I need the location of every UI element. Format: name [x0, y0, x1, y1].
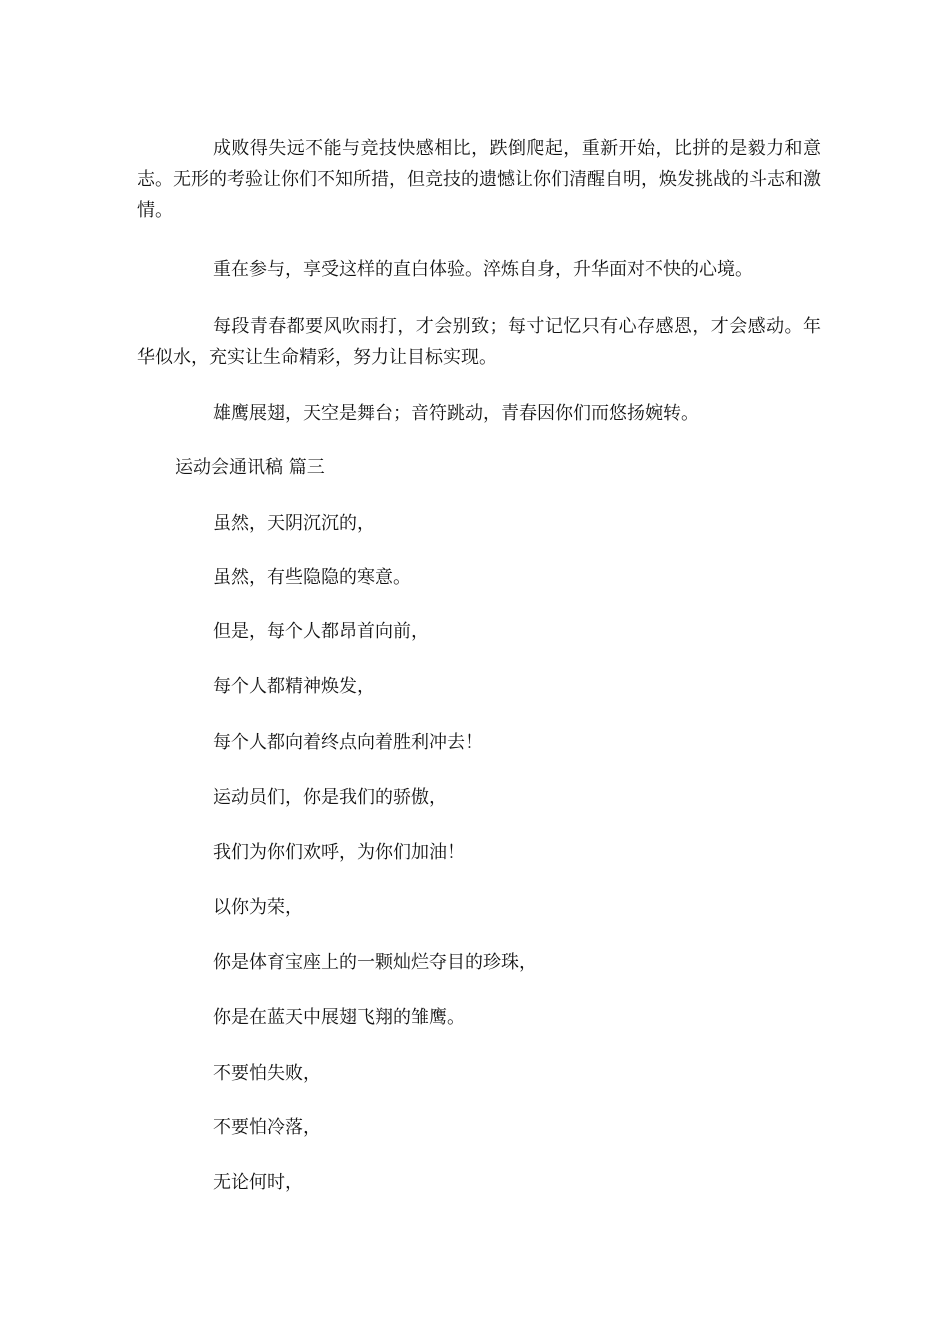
poem-line-13: 无论何时， [213, 1172, 303, 1193]
section-heading: 运动会通讯稿 篇三 [175, 457, 325, 478]
paragraph-1: 成败得失远不能与竞技快感相比，跌倒爬起，重新开始，比拼的是毅力和意志。无形的考验让你们不知所措，但竞技的遗憾让你们清醒自明，焕发挑战的斗志和激情。 [137, 138, 821, 221]
poem-line-7: 我们为你们欢呼，为你们加油！ [213, 842, 465, 863]
paragraph-2: 重在参与，享受这样的直白体验。淬炼自身，升华面对不快的心境。 [213, 259, 753, 280]
poem-line-4: 每个人都精神焕发， [213, 676, 375, 697]
poem-line-9: 你是体育宝座上的一颗灿烂夺目的珍珠， [213, 952, 537, 973]
poem-line-2: 虽然，有些隐隐的寒意。 [213, 567, 411, 588]
poem-line-12: 不要怕冷落， [213, 1117, 321, 1138]
paragraph-3: 每段青春都要风吹雨打，才会别致；每寸记忆只有心存感恩，才会感动。年华似水，充实让生命精彩，努力让目标实现。 [137, 316, 821, 368]
poem-line-3: 但是，每个人都昂首向前， [213, 621, 429, 642]
poem-line-11: 不要怕失败， [213, 1063, 321, 1084]
poem-line-5: 每个人都向着终点向着胜利冲去！ [213, 732, 483, 753]
poem-line-10: 你是在蓝天中展翅飞翔的雏鹰。 [213, 1007, 465, 1028]
paragraph-4: 雄鹰展翅，天空是舞台；音符跳动，青春因你们而悠扬婉转。 [213, 403, 699, 424]
poem-line-6: 运动员们，你是我们的骄傲， [213, 787, 447, 808]
poem-line-8: 以你为荣， [213, 897, 303, 918]
poem-line-1: 虽然，天阴沉沉的， [213, 513, 375, 534]
